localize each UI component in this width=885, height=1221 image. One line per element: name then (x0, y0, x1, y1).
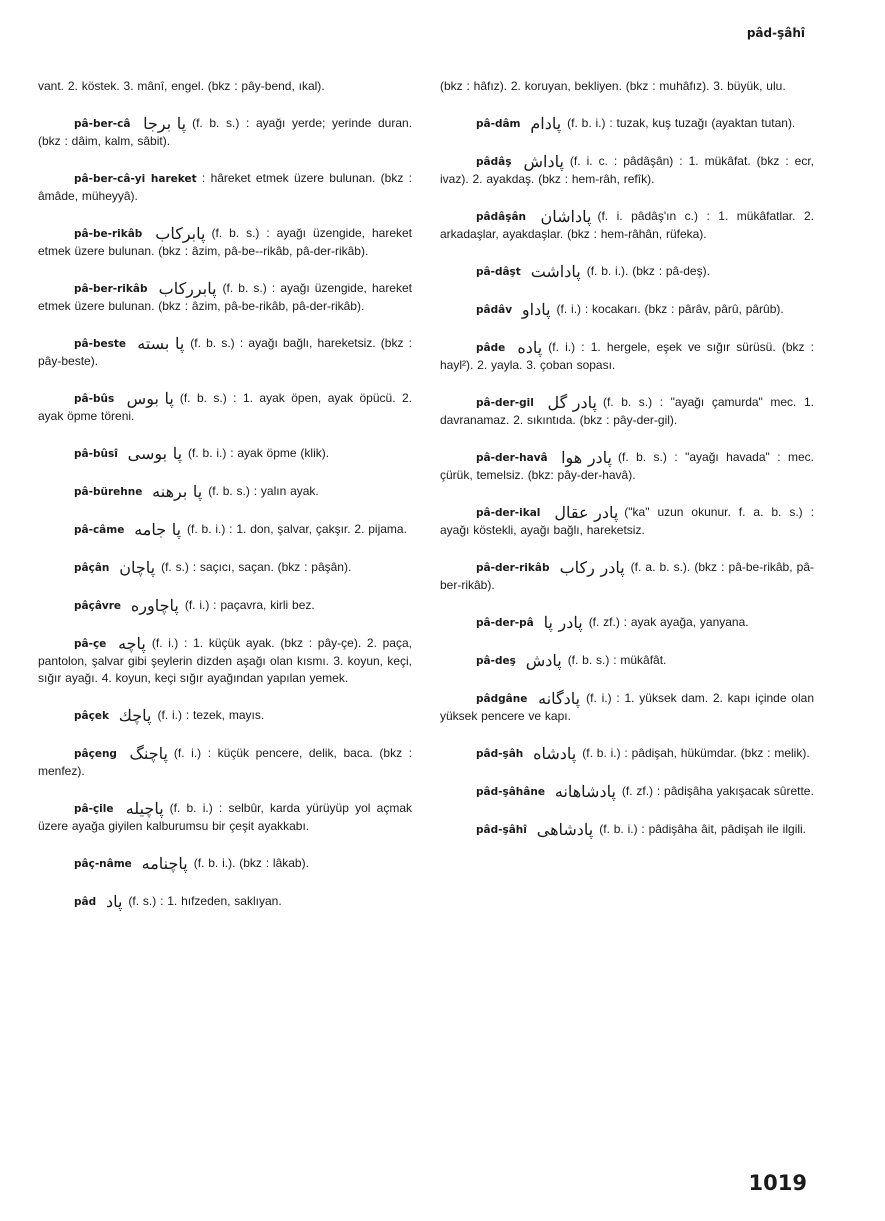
headword: pâ-çile (74, 803, 114, 815)
definition-text: (f. b. s.) : "ayağı çamurda" mec. 1. davranamaz. 2. sıkıntıda. (bkz : pây-der-gil). (440, 395, 814, 427)
headword: pâç-nâme (74, 858, 132, 870)
dictionary-entry (38, 521, 412, 539)
headword: pâdâşân (476, 211, 527, 223)
dictionary-entry (38, 390, 412, 425)
headword: pâ-ber-câ (74, 118, 131, 130)
definition-text: (f. b. i.) : pâdişah, hükümdar. (bkz : melik). (582, 746, 810, 760)
arabic-script: پا جامه (134, 520, 182, 539)
headword: pâçân (74, 562, 110, 574)
definition-text: (f. b. s.) : 1. ayak öpen, ayak öpücü. 2. ayak öpme töreni. (38, 391, 412, 423)
headword: pâ-dâm (476, 118, 521, 130)
dictionary-entry (440, 821, 814, 839)
dictionary-entry (440, 301, 814, 319)
dictionary-entry (440, 614, 814, 632)
dictionary-entry (440, 745, 814, 763)
arabic-script: پادشاه (533, 744, 577, 763)
dictionary-entry (440, 153, 814, 188)
arabic-script: پاچيله (125, 799, 164, 818)
arabic-script: پاداش (523, 152, 564, 171)
dictionary-entry (38, 335, 412, 370)
dictionary-entry (440, 394, 814, 429)
headword: pâd-şâhî (476, 824, 527, 836)
dictionary-entry (38, 483, 412, 501)
definition-text: (f. b. i.) : 1. don, şalvar, çakşır. 2. pijama. (187, 522, 407, 536)
arabic-script: پا برهنه (152, 482, 203, 501)
definition-text: (f. i.) : paçavra, kirli bez. (184, 598, 315, 612)
headword: pâ-bürehne (74, 486, 143, 498)
dictionary-entry (38, 115, 412, 150)
headword: pâ-çe (74, 638, 107, 650)
definition-text: (f. i. pâdâş'ın c.) : 1. mükâfatlar. 2. arkadaşlar, ayakdaşlar. (bkz : hem-râhân, rüfeka). (440, 209, 814, 241)
dictionary-entry (38, 893, 412, 911)
definition-text: (f. b. i.). (bkz : pâ-deş). (586, 264, 710, 278)
headword: pâde (476, 342, 506, 354)
dictionary-entry-continuation (440, 78, 814, 95)
definition-text: (f. i. c. : pâdâşân) : 1. mükâfat. (bkz : ecr, ivaz). 2. ayakdaş. (bkz : hem-râh, refîk). (440, 154, 815, 186)
arabic-script: پاچك (118, 706, 152, 725)
arabic-script: پاچان (119, 558, 156, 577)
definition-text: (f. b. s.) : mükâfât. (567, 653, 667, 667)
arabic-script: پادر گل (547, 393, 597, 412)
definition-text: (f. b. s.) : ayağı üzengide, hareket etmek üzere bulunan. (bkz : âzim, pâ-be--rikâb, pâ-der-rikâb). (38, 226, 412, 258)
running-head: pâd-şâhî (746, 26, 805, 40)
dictionary-entry (440, 652, 814, 670)
arabic-script: پاد (105, 892, 123, 911)
dictionary-entry (38, 800, 412, 835)
arabic-script: پاچاوره (130, 596, 179, 615)
headword: pâ-der-ikal (476, 507, 541, 519)
arabic-script: پا بوس (126, 389, 174, 408)
definition-text: : hâreket etmek üzere bulunan. (bkz : âmâde, müheyyâ). (38, 171, 412, 203)
arabic-script: پاداو (521, 300, 551, 319)
definition-text: (f. i.) : küçük pencere, delik, baca. (bkz : menfez). (38, 746, 412, 778)
arabic-script: پادر هوا (561, 448, 612, 467)
definition-text: (f. b. s.) : yalın ayak. (208, 484, 319, 498)
definition-text: (f. b. i.) : ayak öpme (klik). (188, 446, 330, 460)
headword: pâçeng (74, 748, 117, 760)
headword: pâ-ber-câ-yi hareket (74, 173, 197, 185)
arabic-script: پادر ركاب (559, 558, 625, 577)
headword: pâ-ber-rikâb (74, 283, 148, 295)
dictionary-entry (440, 339, 814, 374)
right-column (440, 78, 814, 859)
definition-text: (f. zf.) : ayak ayağa, yanyana. (588, 615, 749, 629)
definition-text: vant. 2. köstek. 3. mânî, engel. (bkz : pây-bend, ıkal). (38, 79, 325, 93)
definition-text: (f. b. s.) : ayağı yerde; yerinde duran. (bkz : dâim, kalm, sâbit). (38, 116, 413, 148)
definition-text: (f. i.) : 1. hergele, eşek ve sığır sürüsü. (bkz : hayl²). 2. yayla. 3. çoban sopası. (440, 340, 814, 372)
dictionary-entry (38, 745, 412, 780)
arabic-script: پاداشان (540, 207, 592, 226)
definition-text: (f. i.) : kocakarı. (bkz : pârâv, pârû, pârûb). (556, 302, 784, 316)
dictionary-entry (440, 783, 814, 801)
dictionary-entry (440, 449, 814, 484)
definition-text: (f. b. i.) : selbûr, karda yürüyüp yol açmak üzere ayağa giyilen kalburumsu bir çeşit ayakkabı. (38, 801, 412, 833)
dictionary-entry (440, 559, 814, 594)
definition-text: (f. b. s.) : ayağı bağlı, hareketsiz. (bkz : pây-beste). (38, 336, 412, 368)
definition-text: (f. zf.) : pâdişâha yakışacak sûrette. (621, 784, 814, 798)
definition-text: (f. b. s.) : "ayağı havada" : mec. çürük, temelsiz. (bkz: pây-der-havâ). (440, 450, 814, 482)
headword: pâdâş (476, 156, 512, 168)
definition-text: (f. b. i.) : pâdişâha âit, pâdişah ile ilgili. (599, 822, 807, 836)
headword: pâ-câme (74, 524, 125, 536)
arabic-script: پا بسته (137, 334, 185, 353)
dictionary-entry (38, 597, 412, 615)
dictionary-entry (38, 855, 412, 873)
headword: pâd (74, 896, 97, 908)
definition-text: ("ka" uzun okunur. f. a. b. s.) : ayağı köstekli, ayağı bağlı, hareketsiz. (440, 505, 814, 537)
definition-text: (f. i.) : 1. yüksek dam. 2. kapı içinde olan yüksek pencere ve kapı. (440, 691, 814, 723)
dictionary-entry (38, 707, 412, 725)
headword: pâ-deş (476, 655, 516, 667)
dictionary-entry (440, 690, 814, 725)
dictionary-entry (440, 115, 814, 133)
dictionary-entry (38, 559, 412, 577)
definition-text: (f. b. i.). (bkz : lâkab). (193, 856, 309, 870)
headword: pâ-der-rikâb (476, 562, 550, 574)
dictionary-entry (440, 263, 814, 281)
dictionary-entry (38, 170, 412, 205)
dictionary-entry (38, 445, 412, 463)
dictionary-entry (440, 504, 814, 539)
headword: pâçâvre (74, 600, 122, 612)
headword: pâdgâne (476, 693, 528, 705)
headword: pâd-şâhâne (476, 786, 545, 798)
dictionary-entry (38, 280, 412, 315)
dictionary-entry (38, 225, 412, 260)
arabic-script: پابرركاب (158, 279, 217, 298)
arabic-script: پادشاهانه (554, 782, 616, 801)
headword: pâd-şâh (476, 748, 524, 760)
arabic-script: پادر پا (543, 613, 583, 632)
headword: pâ-bûsî (74, 448, 118, 460)
headword: pâ-der-gil (476, 397, 534, 409)
arabic-script: پاچنامه (141, 854, 188, 873)
arabic-script: پاچه (118, 634, 146, 653)
definition-text: (f. s.) : saçıcı, saçan. (bkz : pâşân). (161, 560, 352, 574)
headword: pâdâv (476, 304, 513, 316)
arabic-script: پادگانه (538, 689, 581, 708)
headword: pâ-be-rikâb (74, 228, 143, 240)
arabic-script: پا بوسی (127, 444, 183, 463)
headword: pâ-dâşt (476, 266, 521, 278)
definition-text: (f. b. i.) : tuzak, kuş tuzağı (ayaktan tutan). (567, 116, 796, 130)
dictionary-entry-continuation (38, 78, 412, 95)
definition-text: (bkz : hâfız). 2. koruyan, bekliyen. (bkz : muhâfız). 3. büyük, ulu. (440, 79, 786, 93)
arabic-script: پاداشت (530, 262, 581, 281)
headword: pâ-beste (74, 338, 126, 350)
arabic-script: پادام (530, 114, 562, 133)
definition-text: (f. a. b. s.). (bkz : pâ-be-rikâb, pâ-ber-rikâb). (440, 560, 814, 592)
definition-text: (f. s.) : 1. hıfzeden, saklıyan. (128, 894, 282, 908)
arabic-script: پادشاهى (536, 820, 594, 839)
dictionary-entry (38, 635, 412, 687)
dictionary-entry (440, 208, 814, 243)
arabic-script: پادر عقال (554, 503, 619, 522)
definition-text: (f. i.) : tezek, mayıs. (157, 708, 265, 722)
page-number: 1019 (748, 1171, 807, 1195)
arabic-script: پا برجا (143, 114, 187, 133)
headword: pâçek (74, 710, 109, 722)
headword: pâ-der-havâ (476, 452, 548, 464)
arabic-script: پاده (517, 338, 543, 357)
arabic-script: پادش (525, 651, 562, 670)
arabic-script: پابركاب (155, 224, 206, 243)
headword: pâ-der-pâ (476, 617, 534, 629)
arabic-script: پاچنگ (129, 744, 168, 763)
definition-text: (f. i.) : 1. küçük ayak. (bkz : pây-çe). 2. paça, pantolon, şalvar gibi şeylerin dizden aşağı olan kısmı. 3. koyun, keçi, sığır ayağı. 4. koyun, keçi sığır ayağından yapılan yemek. (38, 636, 412, 685)
definition-text: (f. b. s.) : ayağı üzengide, hareket etmek üzere bulunan. (bkz : âzim, pâ-be-rikâb, pâ-der-rikâb). (38, 281, 412, 313)
headword: pâ-bûs (74, 393, 115, 405)
left-column (38, 78, 412, 931)
